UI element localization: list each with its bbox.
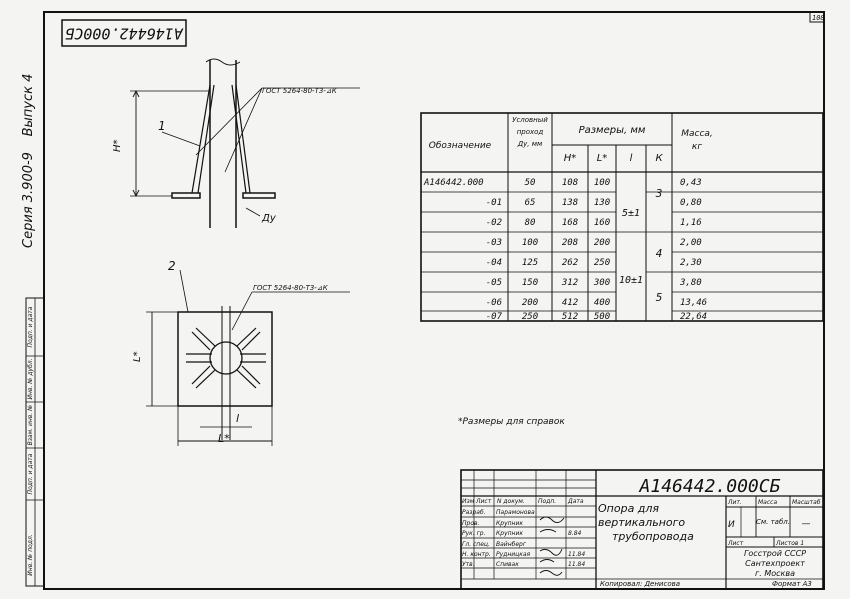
- cell-L-0: 100: [593, 178, 611, 188]
- role-1: Пров.: [462, 520, 480, 527]
- name-4: Рудницкая: [496, 551, 531, 558]
- cell-dn-7: 250: [521, 312, 539, 322]
- pos-1: 1: [158, 119, 166, 133]
- stamp-dubl: Инв. № дубл.: [27, 358, 34, 400]
- cell-L-5: 300: [593, 278, 611, 288]
- cell-dn-0: 50: [524, 178, 536, 188]
- col-izm: Изм: [462, 498, 475, 505]
- org-1: Госстрой СССР: [743, 549, 807, 558]
- doc-code: А146442.000СБ: [639, 476, 781, 497]
- head-mass-1: Масса,: [681, 129, 713, 139]
- col-sign: Подп.: [538, 498, 557, 505]
- date-4: 11.84: [568, 551, 586, 558]
- label-H: Н*: [112, 139, 123, 152]
- head-K: К: [655, 153, 663, 164]
- label-l: l: [236, 412, 240, 425]
- cell-mass-7: 22,64: [680, 312, 708, 322]
- head-dn-3: Ду, мм: [517, 140, 543, 148]
- col-date: Дата: [568, 498, 584, 505]
- head-l: l: [629, 153, 633, 164]
- stamp-sign-2: Подп. и дата: [27, 306, 34, 348]
- cell-mass-2: 1,16: [680, 218, 702, 228]
- cell-dn-5: 150: [521, 278, 539, 288]
- cell-des-1: -01: [485, 198, 502, 208]
- plan-view: [146, 270, 350, 446]
- cell-L-4: 250: [593, 258, 611, 268]
- head-mass-2: кг: [691, 142, 703, 152]
- cell-k-1: 3: [655, 187, 663, 200]
- format-label: Формат А3: [772, 580, 812, 588]
- role-0: Разраб.: [462, 509, 486, 516]
- stamp-inv: Инв. № подл.: [27, 534, 34, 576]
- label-Dy: Ду: [262, 213, 276, 224]
- head-dn-1: Условный: [512, 116, 548, 124]
- weld-note-1: ГОСТ 5264-80-Т3-⊿К: [262, 87, 337, 95]
- cell-L-2: 160: [593, 218, 611, 228]
- stamp-sign: Подп. и дата: [27, 453, 34, 495]
- cell-h-1: 138: [561, 198, 579, 208]
- page-number: 108: [812, 14, 825, 22]
- head-sizes: Размеры, мм: [578, 125, 646, 136]
- cell-des-3: -03: [485, 238, 502, 248]
- label-L: L*: [132, 351, 143, 362]
- cell-L-1: 130: [593, 198, 611, 208]
- cell-dn-4: 125: [521, 258, 539, 268]
- cell-dn-6: 200: [521, 298, 539, 308]
- title-line-3: трубопровода: [612, 530, 694, 543]
- cell-des-6: -06: [485, 298, 502, 308]
- date-2: 8.84: [568, 530, 582, 537]
- cell-des-2: -02: [485, 218, 502, 228]
- cell-k-2: 4: [655, 247, 663, 260]
- cell-k-3: 5: [655, 291, 663, 304]
- cell-L-3: 200: [593, 238, 611, 248]
- cell-mass-1: 0,80: [680, 198, 702, 208]
- col-doc: N докум.: [497, 498, 525, 505]
- sheet-head: Лист: [728, 540, 744, 547]
- scale-value: —: [801, 519, 811, 529]
- cell-mass-3: 2,00: [680, 238, 702, 248]
- copied-by: Копировал: Денисова: [600, 580, 681, 588]
- cell-l-group-1: 5±1: [621, 208, 641, 219]
- cell-h-0: 108: [561, 178, 579, 188]
- footnote: *Размеры для справок: [458, 417, 565, 427]
- elevation-view: [130, 59, 360, 228]
- name-2: Крупник: [496, 530, 523, 537]
- sheets-head: Листов 1: [776, 540, 805, 547]
- cell-h-3: 208: [561, 238, 579, 248]
- stamp-column: [26, 298, 44, 586]
- lit-value: И: [728, 520, 735, 530]
- mass-value: См. табл.: [755, 518, 791, 526]
- head-L: L*: [596, 153, 608, 164]
- name-5: Спивак: [496, 561, 519, 568]
- mass-head: Масса: [758, 499, 778, 506]
- name-1: Крупник: [496, 520, 523, 527]
- cell-h-2: 168: [561, 218, 579, 228]
- issue-label: Выпуск 4: [21, 73, 36, 137]
- cell-mass-6: 13,46: [680, 298, 708, 308]
- role-3: Гл. спец.: [462, 541, 490, 548]
- cell-des-4: -04: [485, 258, 502, 268]
- cell-L-6: 400: [593, 298, 611, 308]
- cell-dn-1: 65: [524, 198, 536, 208]
- head-dn-2: проход: [516, 128, 544, 136]
- cell-l-group-2: 10±1: [618, 275, 644, 286]
- lit-head: Лит.: [728, 499, 742, 506]
- cell-L-7: 500: [593, 312, 611, 322]
- cell-des-7: -07: [485, 312, 502, 322]
- head-designation: Обозначение: [428, 141, 492, 151]
- head-H: Н*: [563, 153, 577, 164]
- cell-h-7: 512: [561, 312, 579, 322]
- org-2: Сантехпроект: [745, 559, 805, 568]
- cell-h-4: 262: [561, 258, 579, 268]
- rotated-code: А146442.000СБ: [65, 24, 183, 43]
- cell-mass-4: 2,30: [680, 258, 702, 268]
- cell-des-0: А146442.000: [424, 178, 484, 188]
- table-rows: [423, 178, 707, 322]
- col-list: Лист: [476, 498, 492, 505]
- name-3: Вайнберг: [496, 541, 526, 548]
- series-label: Серия 3.900-9: [21, 152, 36, 248]
- title-line-2: вертикального: [598, 516, 686, 529]
- label-L-bottom: L*: [218, 432, 230, 445]
- stamp-vzam: Взам. инв. №: [27, 404, 34, 446]
- cell-dn-2: 80: [524, 218, 536, 228]
- cell-h-5: 312: [561, 278, 579, 288]
- cell-h-6: 412: [561, 298, 579, 308]
- role-4: Н. контр.: [462, 551, 491, 558]
- weld-note-2: ГОСТ 5264-80-Т3-⊿К: [253, 284, 328, 292]
- scale-head: Масштаб: [792, 499, 821, 506]
- pos-2: 2: [168, 259, 176, 273]
- role-2: Рук. гр.: [462, 530, 486, 537]
- date-5: 11.84: [568, 561, 586, 568]
- title-line-1: Опора для: [598, 502, 660, 515]
- cell-dn-3: 100: [521, 238, 539, 248]
- cell-des-5: -05: [485, 278, 502, 288]
- name-0: Парамонова: [496, 509, 535, 516]
- cell-mass-5: 3,80: [680, 278, 702, 288]
- role-5: Утв.: [462, 561, 475, 568]
- org-3: г. Москва: [755, 569, 795, 578]
- cell-mass-0: 0,43: [680, 178, 702, 188]
